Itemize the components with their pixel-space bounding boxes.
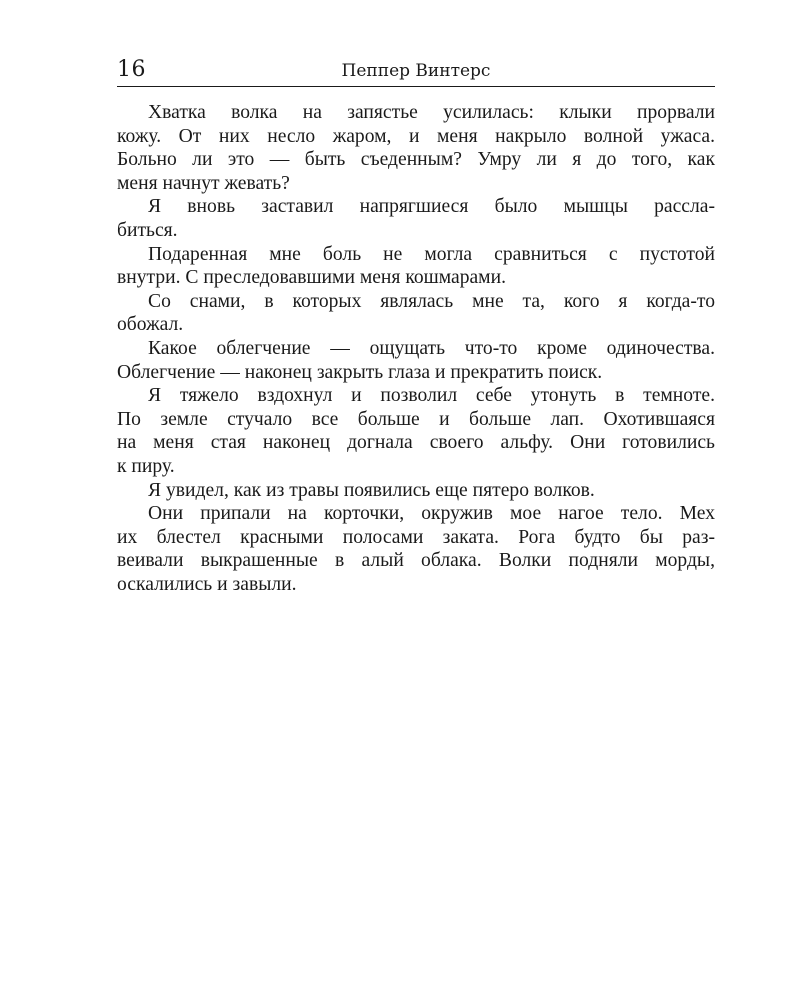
- text-line: биться.: [117, 219, 178, 241]
- text-line: Облегчение — наконец закрыть глаза и прекратить поиск.: [117, 361, 603, 383]
- text-line: к пиру.: [117, 455, 175, 477]
- text-line: кожу. От них несло жаром, и меня накрыло волной ужаса.: [117, 125, 715, 147]
- text-line: Я увидел, как из травы появились еще пятеро волков.: [148, 479, 595, 501]
- running-head-author: Пеппер Винтерс: [341, 61, 491, 81]
- text-line: Они припали на корточки, окружив мое нагое тело. Мех: [148, 503, 715, 525]
- text-line: Я вновь заставил напрягшиеся было мышцы рассла-: [148, 196, 715, 218]
- text-line: Я тяжело вздохнул и позволил себе утонуть в темноте.: [148, 385, 715, 407]
- text-line: Какое облегчение — ощущать что-то кроме одиночества.: [148, 337, 715, 359]
- page-header: [117, 56, 715, 84]
- text-line: веивали выкрашенные в алый облака. Волки подняли морды,: [117, 550, 715, 572]
- page-number: 16: [117, 57, 146, 82]
- text-line: их блестел красными полосами заката. Рога будто бы раз-: [117, 526, 715, 548]
- text-line: внутри. С преследовавшими меня кошмарами.: [117, 267, 506, 289]
- text-line: на меня стая наконец догнала своего альфу. Они готовились: [117, 432, 715, 454]
- text-line: Больно ли это — быть съеденным? Умру ли я до того, как: [117, 149, 715, 171]
- body-text: [117, 101, 715, 596]
- header-rule: [117, 86, 715, 87]
- text-line: обожал.: [117, 314, 184, 336]
- text-line: оскалились и завыли.: [117, 573, 297, 595]
- text-line: меня начнут жевать?: [117, 172, 290, 194]
- text-line: Хватка волка на запястье усилилась: клыки прорвали: [148, 102, 715, 123]
- text-line: По земле стучало все больше и больше лап. Охотившаяся: [117, 408, 715, 430]
- text-line: Со снами, в которых являлась мне та, кого я когда-то: [148, 290, 715, 312]
- text-line: Подаренная мне боль не могла сравниться с пустотой: [148, 243, 715, 265]
